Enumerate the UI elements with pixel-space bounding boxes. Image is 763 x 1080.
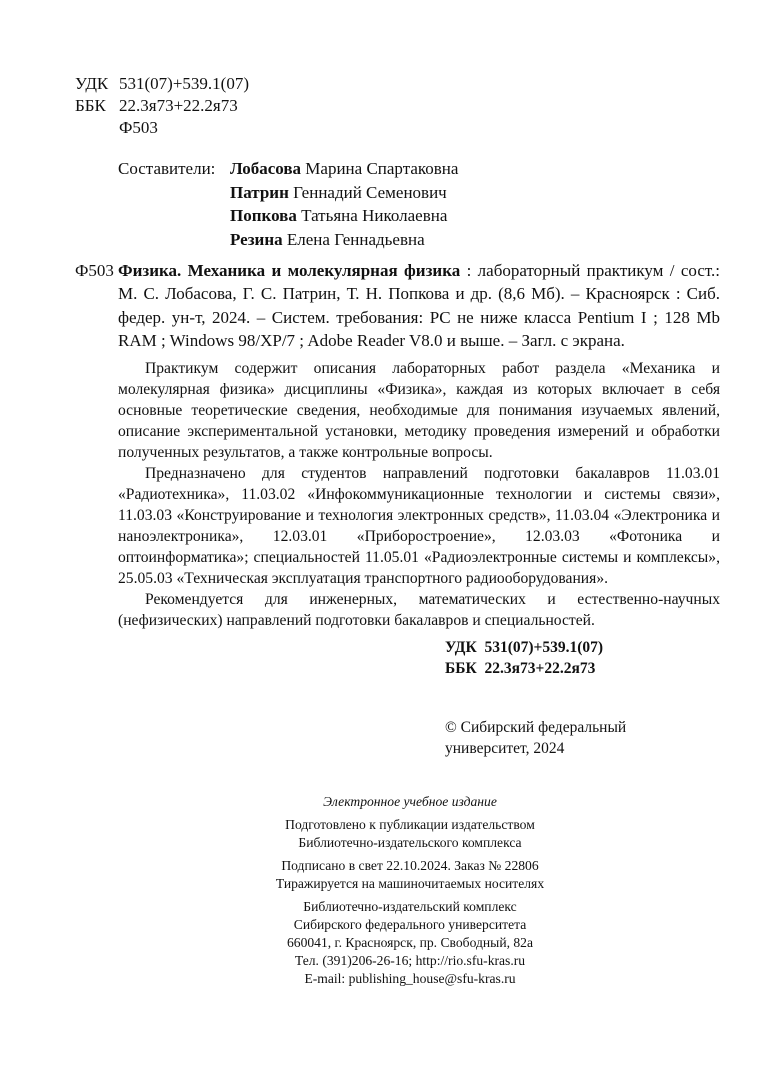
imprint-email: E-mail: publishing_house@sfu-kras.ru [304,971,516,987]
annotation-paragraph: Рекомендуется для инженерных, математических и естественно-научных (нефизических) направлений подготовки бакалавров и специальностей. [118,591,720,630]
annotation-paragraph: Предназначено для студентов направлений подготовки бакалавров 11.03.01 «Радиотехника», 11.03.02 «Инфокоммуникационные технологии и системы связи», 11.03.03 «Конструирование и технология электронных средств», 11.03.04 «Электроника и наноэлектроника», 12.03.01 «Приборостроение», 12.03.03 «Фотоника и оптоинформатика»; специальностей 11.05.01 «Радиоэлектронные системы и комплексы», 25.05.03 «Техническая эксплуатация транспортного радиооборудования». [118,465,720,588]
imprint-phone: Тел. (391)206-26-16; http://rio.sfu-kras.ru [294,953,526,969]
bib-code: Ф503 [75,261,114,280]
classification-codes [75,73,763,139]
author-mark: Ф503 [119,118,158,137]
copyright [445,717,763,759]
annotation-paragraph: Практикум содержит описания лабораторных работ раздела «Механика и молекулярная физика» дисциплины «Физика», каждая из которых включает в себя основные теоретические сведения, необходимые для понимания изучаемых явлений, описание экспериментальной установки, методику проведения измерений и обработки полученных результатов, а также контрольные вопросы. [118,360,720,462]
bib-description: : лабораторный практикум / сост.: М. С. Лобасова, Г. С. Патрин, Т. Н. Попкова и др. (8,6 Мб). – Красноярск : Сиб. федер. ун-т, 2024. – Систем. требования: PC не ниже класса Pentium I ; 128 Mb RAM ; Windows 98/XP/7 ; Adobe Reader V8.0 и выше. – Загл. с экрана. [118,261,720,350]
imprint-line: Тиражируется на машиночитаемых носителях [275,876,545,892]
imprint [230,793,590,988]
compiler-surname: Патрин [230,182,289,202]
bbk-line: ББК 22.3я73+22.2я73 [445,660,596,678]
copyright-line: университет, 2024 [445,740,565,758]
compiler-name: Елена Геннадьевна [286,229,425,249]
udk-label: УДК [75,74,109,93]
compiler-surname: Резина [230,229,283,249]
compiler-name: Татьяна Николаевна [301,206,448,225]
compiler-surname: Лобасова [230,159,302,178]
udk-line: УДК 531(07)+539.1(07) [445,639,604,657]
bbk-value: 22.3я73+22.2я73 [119,96,238,115]
imprint-line: Библиотечно-издательского комплекса [298,835,522,851]
compilers-label: Составители: [118,159,216,178]
bibliographic-record [75,259,720,352]
imprint-line: Сибирского федерального университета [293,917,527,933]
imprint-line: Библиотечно-издательский комплекс [303,899,517,915]
annotation [118,358,720,631]
copyright-line: © Сибирский федеральный [445,719,627,737]
book-title: Физика. Механика и молекулярная физика [118,261,461,280]
edition-type: Электронное учебное издание [323,794,497,810]
compiler-name: Марина Спартаковна [305,159,459,178]
imprint-line: Подписано в свет 22.10.2024. Заказ № 22806 [281,858,539,874]
compilers [118,157,763,251]
udk-value: 531(07)+539.1(07) [119,74,249,93]
classification-codes-right [445,637,763,679]
compiler-name: Геннадий Семенович [293,182,447,202]
compiler-surname: Попкова [230,206,297,225]
imprint-line: Подготовлено к публикации издательством [285,817,535,833]
imprint-address: 660041, г. Красноярск, пр. Свободный, 82а [286,935,534,951]
bbk-label: ББК [75,96,106,115]
